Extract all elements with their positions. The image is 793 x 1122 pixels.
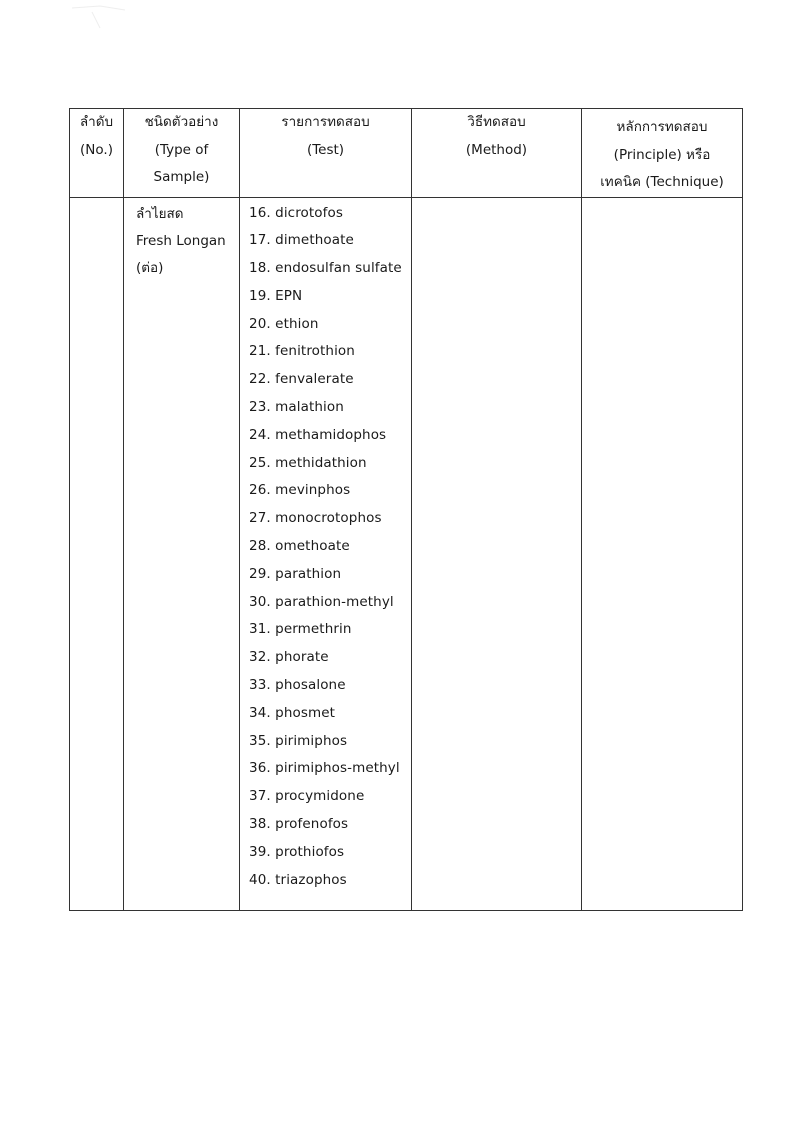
scope-table	[69, 108, 743, 911]
cell-tests	[240, 197, 412, 910]
test-item: 34. phosmet	[249, 704, 336, 721]
test-item: 21. fenitrothion	[249, 343, 355, 360]
header-line: รายการทดสอบ	[281, 114, 370, 130]
test-item: 23. malathion	[249, 399, 344, 416]
test-item: 37. procymidone	[249, 788, 365, 805]
header-line: วิธีทดสอบ	[467, 114, 526, 130]
test-item: 16. dicrotofos	[249, 204, 344, 221]
header-line: หลักการทดสอบ	[616, 119, 708, 135]
header-principle	[582, 109, 743, 198]
test-item: 26. mevinphos	[249, 482, 351, 499]
test-item: 30. parathion-methyl	[249, 593, 394, 610]
header-line: (Type of	[154, 141, 209, 158]
test-item: 18. endosulfan sulfate	[249, 260, 402, 277]
test-item: 33. phosalone	[249, 677, 346, 694]
test-item: 35. pirimiphos	[249, 732, 348, 749]
header-line: เทคนิค (Technique)	[600, 174, 724, 190]
header-line: ชนิดตัวอย่าง	[144, 114, 219, 130]
header-test	[240, 109, 412, 198]
test-item: 20. ethion	[249, 315, 319, 332]
header-type-of-sample	[124, 109, 240, 198]
test-item: 31. permethrin	[249, 621, 352, 638]
header-method	[412, 109, 582, 198]
test-item: 22. fenvalerate	[249, 371, 354, 388]
test-item: 38. profenofos	[249, 816, 349, 833]
header-line: (Principle) หรือ	[613, 146, 711, 163]
cell-method	[412, 197, 582, 910]
header-no	[70, 109, 124, 198]
cell-sample	[124, 197, 240, 910]
test-item: 32. phorate	[249, 649, 329, 666]
header-row	[70, 109, 743, 198]
cell-no	[70, 197, 124, 910]
test-item: 27. monocrotophos	[249, 510, 382, 527]
test-item: 25. methidathion	[249, 454, 367, 471]
table-row	[70, 197, 743, 910]
test-item: 17. dimethoate	[249, 232, 354, 249]
test-item: 39. prothiofos	[249, 843, 345, 860]
cell-principle	[582, 197, 743, 910]
test-item: 36. pirimiphos-methyl	[249, 760, 400, 777]
sample-continued-note: (ต่อ)	[136, 260, 164, 277]
sample-english-name: Fresh Longan	[136, 232, 226, 249]
header-line: (Method)	[465, 141, 528, 158]
test-item: 24. methamidophos	[249, 426, 387, 443]
header-line: (No.)	[80, 141, 113, 158]
scan-artifact	[70, 2, 140, 32]
header-line: ลำดับ	[79, 114, 114, 130]
test-item: 19. EPN	[249, 287, 303, 304]
test-item: 40. triazophos	[249, 871, 347, 888]
header-line: Sample)	[153, 169, 210, 185]
test-item: 28. omethoate	[249, 538, 350, 555]
sample-thai-name: ลำไยสด	[136, 205, 184, 222]
test-list	[240, 198, 411, 895]
header-line: (Test)	[306, 141, 345, 158]
test-item: 29. parathion	[249, 565, 342, 582]
